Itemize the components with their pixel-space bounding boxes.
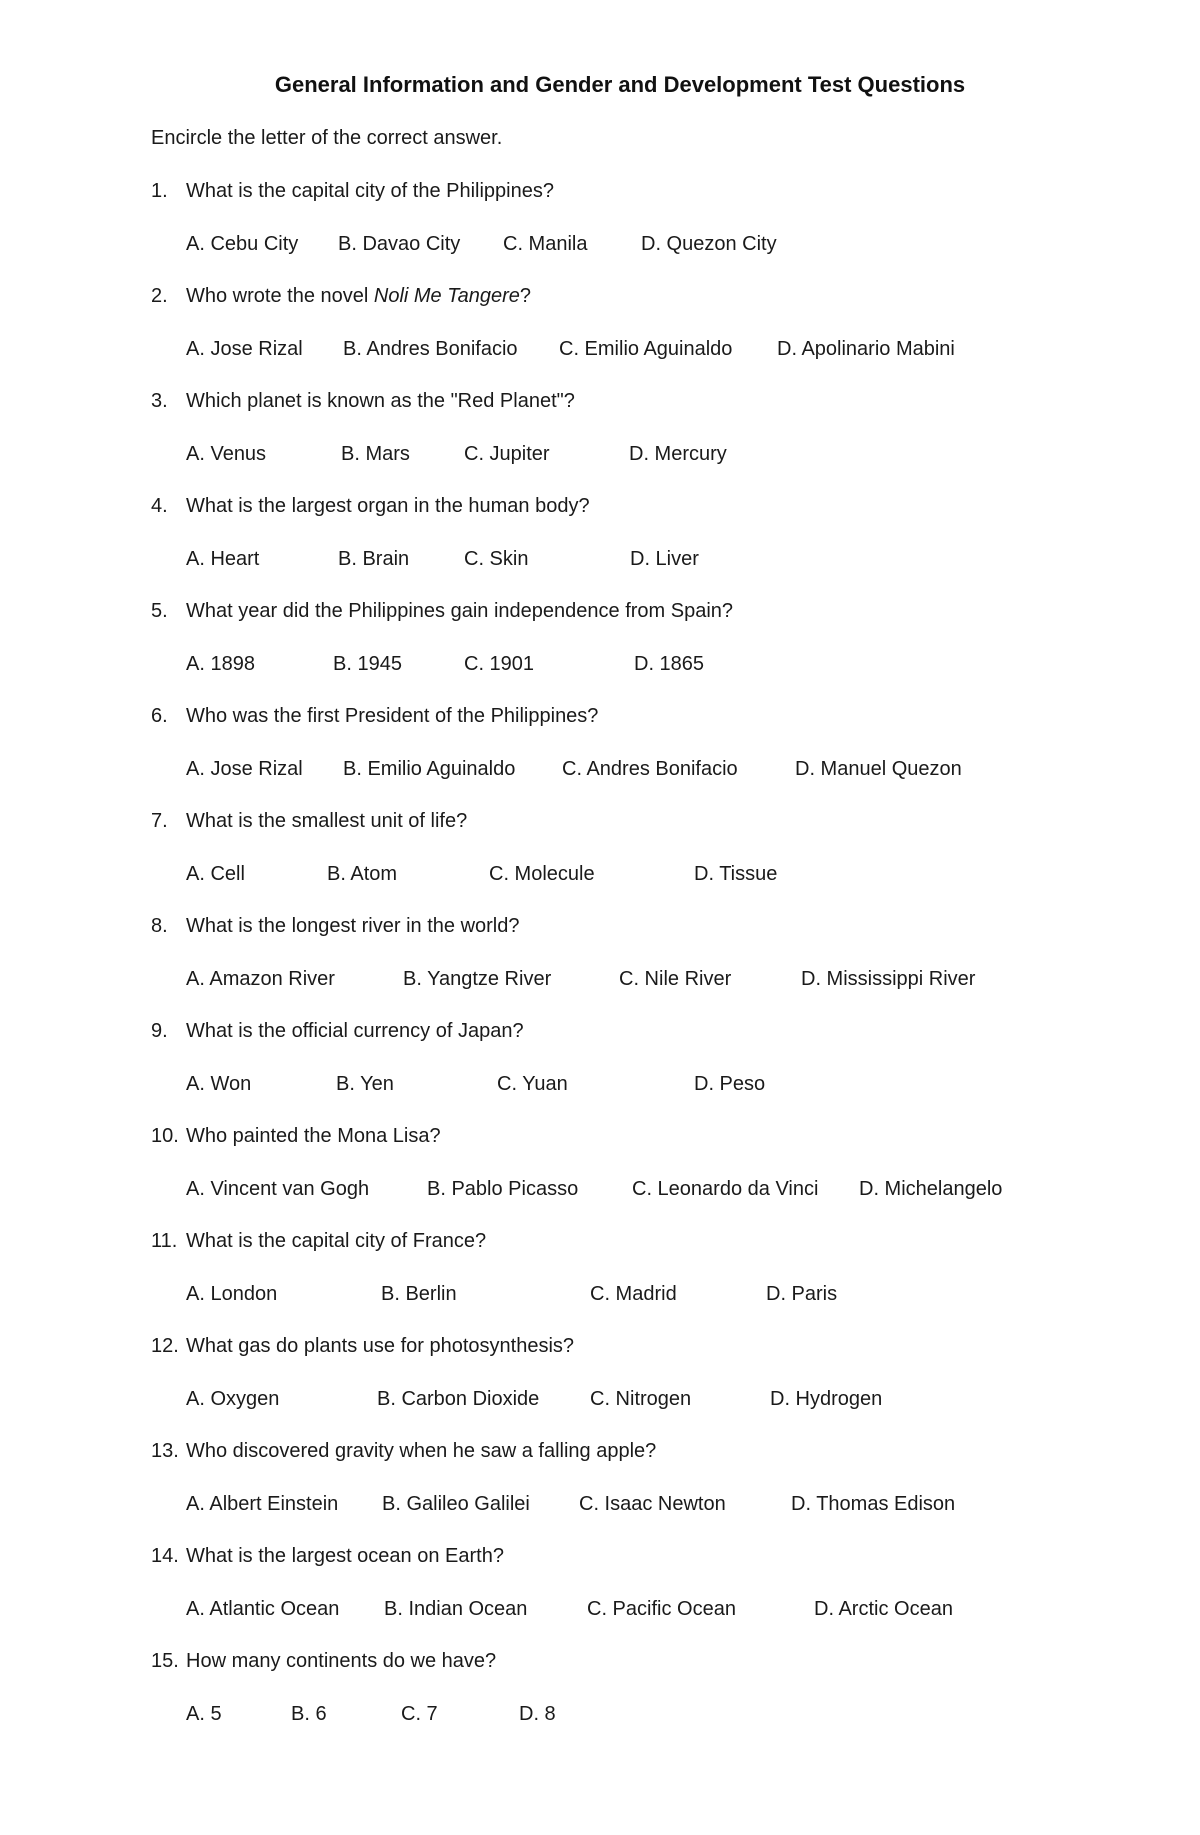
question-number: 13. — [151, 1440, 179, 1462]
question-6 — [151, 705, 598, 728]
choice-d: D. Liver — [630, 548, 699, 570]
choices-1 — [186, 233, 1086, 259]
choice-d: D. Mercury — [629, 443, 727, 465]
choice-a: A. Oxygen — [186, 1388, 280, 1410]
choice-a: A. 5 — [186, 1703, 222, 1725]
choice-d: D. Arctic Ocean — [814, 1598, 953, 1620]
choice-c: C. Pacific Ocean — [587, 1598, 736, 1620]
question-11 — [151, 1230, 486, 1253]
question-text: What is the smallest unit of life? — [186, 810, 468, 832]
choice-d: D. Thomas Edison — [791, 1493, 956, 1515]
choice-c: C. Emilio Aguinaldo — [559, 338, 733, 360]
question-text-after: ? — [519, 285, 532, 307]
question-9 — [151, 1020, 524, 1043]
choice-b: B. Galileo Galilei — [382, 1493, 530, 1515]
choices-10 — [186, 1178, 1086, 1204]
question-text: What gas do plants use for photosynthesis? — [186, 1335, 575, 1357]
choice-b: B. 6 — [291, 1703, 327, 1725]
choice-d: D. Peso — [694, 1073, 766, 1095]
choice-b: B. Andres Bonifacio — [343, 338, 518, 360]
choice-c: C. Manila — [503, 233, 588, 255]
choice-a: A. Heart — [186, 548, 260, 570]
choice-b: B. Yen — [336, 1073, 394, 1095]
question-number: 3. — [151, 390, 168, 412]
question-text: What is the capital city of the Philippines? — [186, 180, 554, 202]
choices-14 — [186, 1598, 1086, 1624]
choice-d: D. Michelangelo — [859, 1178, 1003, 1200]
choice-b: B. Indian Ocean — [384, 1598, 528, 1620]
choice-a: A. Jose Rizal — [186, 338, 303, 360]
question-number: 11. — [151, 1230, 178, 1252]
question-number: 14. — [151, 1545, 179, 1567]
question-number: 4. — [151, 495, 168, 517]
question-text: What is the largest organ in the human body? — [186, 495, 590, 517]
choices-5 — [186, 653, 1086, 679]
choice-a: A. Jose Rizal — [186, 758, 303, 780]
choice-a: A. Vincent van Gogh — [186, 1178, 370, 1200]
choice-b: B. Davao City — [338, 233, 461, 255]
choice-b: B. 1945 — [333, 653, 402, 675]
question-text: Who painted the Mona Lisa? — [186, 1125, 441, 1147]
choice-d: D. Quezon City — [641, 233, 777, 255]
choices-13 — [186, 1493, 1086, 1519]
choice-d: D. Mississippi River — [801, 968, 976, 990]
choices-3 — [186, 443, 1086, 469]
choice-b: B. Yangtze River — [403, 968, 552, 990]
choices-9 — [186, 1073, 1086, 1099]
choices-4 — [186, 548, 1086, 574]
question-14 — [151, 1545, 504, 1568]
question-number: 12. — [151, 1335, 179, 1357]
question-number: 8. — [151, 915, 168, 937]
choice-b: B. Carbon Dioxide — [377, 1388, 540, 1410]
choice-c: C. Leonardo da Vinci — [632, 1178, 819, 1200]
question-text: Who discovered gravity when he saw a falling apple? — [186, 1440, 657, 1462]
question-text: Which planet is known as the "Red Planet"? — [186, 390, 575, 412]
question-4 — [151, 495, 590, 518]
question-15 — [151, 1650, 496, 1673]
question-number: 6. — [151, 705, 168, 727]
choice-a: A. Won — [186, 1073, 252, 1095]
choice-b: B. Mars — [341, 443, 410, 465]
choice-c: C. 1901 — [464, 653, 535, 675]
question-number: 7. — [151, 810, 168, 832]
choices-15 — [186, 1703, 1086, 1729]
question-text: What is the longest river in the world? — [186, 915, 520, 937]
choice-c: C. Nitrogen — [590, 1388, 692, 1410]
question-10 — [151, 1125, 441, 1148]
question-number: 15. — [151, 1650, 179, 1672]
question-number: 1. — [151, 180, 168, 202]
choices-8 — [186, 968, 1086, 994]
choice-c: C. Nile River — [619, 968, 732, 990]
choices-7 — [186, 863, 1086, 889]
choice-a: A. Cell — [186, 863, 245, 885]
choice-d: D. Apolinario Mabini — [777, 338, 955, 360]
choice-c: C. Yuan — [497, 1073, 568, 1095]
choice-d: D. Tissue — [694, 863, 778, 885]
novel-title: Noli Me Tangere — [373, 285, 520, 307]
question-number: 10. — [151, 1125, 179, 1147]
question-1 — [151, 180, 554, 203]
choice-a: A. Atlantic Ocean — [186, 1598, 340, 1620]
question-5 — [151, 600, 733, 623]
choice-d: D. 8 — [519, 1703, 556, 1725]
instruction-text: Encircle the letter of the correct answer. — [151, 127, 503, 149]
choice-b: B. Brain — [338, 548, 410, 570]
choices-6 — [186, 758, 1086, 784]
choice-c: C. Molecule — [489, 863, 595, 885]
question-13 — [151, 1440, 656, 1463]
choice-a: A. Albert Einstein — [186, 1493, 339, 1515]
choice-d: D. Hydrogen — [770, 1388, 883, 1410]
page-title: General Information and Gender and Development Test Questions — [274, 72, 966, 97]
choice-a: A. 1898 — [186, 653, 255, 675]
choices-12 — [186, 1388, 1086, 1414]
choice-c: C. Andres Bonifacio — [562, 758, 738, 780]
choice-b: B. Atom — [327, 863, 398, 885]
choice-d: D. 1865 — [634, 653, 705, 675]
choice-d: D. Paris — [766, 1283, 838, 1305]
choice-c: C. Madrid — [590, 1283, 677, 1305]
question-number: 9. — [151, 1020, 168, 1042]
question-text: What year did the Philippines gain independence from Spain? — [186, 600, 734, 622]
choice-a: A. Venus — [186, 443, 267, 465]
question-text: How many continents do we have? — [186, 1650, 497, 1672]
question-text: Who was the first President of the Philippines? — [186, 705, 599, 727]
question-12 — [151, 1335, 574, 1358]
choice-a: A. Cebu City — [186, 233, 299, 255]
choice-a: A. Amazon River — [186, 968, 335, 990]
question-text: What is the capital city of France? — [186, 1230, 487, 1252]
choice-b: B. Emilio Aguinaldo — [343, 758, 516, 780]
question-text: What is the largest ocean on Earth? — [186, 1545, 504, 1567]
question-7 — [151, 810, 467, 833]
choices-11 — [186, 1283, 1086, 1309]
choice-c: C. Skin — [464, 548, 529, 570]
question-number: 2. — [151, 285, 168, 307]
question-number: 5. — [151, 600, 168, 622]
question-3 — [151, 390, 575, 413]
choice-c: C. Isaac Newton — [579, 1493, 726, 1515]
choice-d: D. Manuel Quezon — [795, 758, 962, 780]
question-2 — [151, 285, 531, 308]
question-text-before: Who wrote the novel — [186, 285, 374, 307]
choice-b: B. Berlin — [381, 1283, 457, 1305]
choice-c: C. Jupiter — [464, 443, 550, 465]
choice-b: B. Pablo Picasso — [427, 1178, 579, 1200]
question-8 — [151, 915, 520, 938]
choices-2 — [186, 338, 1086, 364]
choice-a: A. London — [186, 1283, 278, 1305]
question-text: What is the official currency of Japan? — [186, 1020, 524, 1042]
choice-c: C. 7 — [401, 1703, 438, 1725]
